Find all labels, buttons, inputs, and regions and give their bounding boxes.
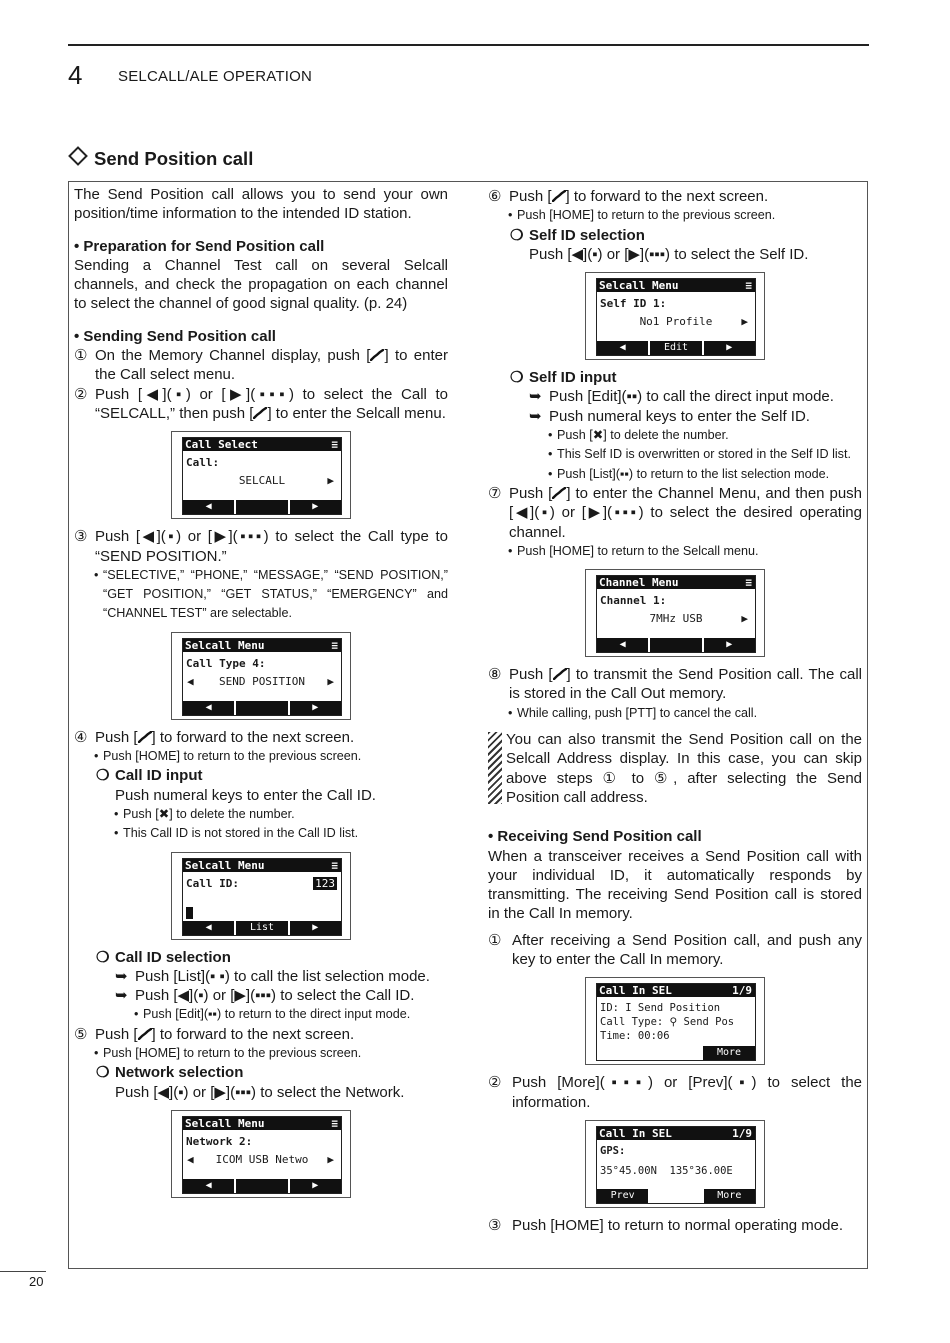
step-4 [74, 728, 448, 747]
self-id-note-3: • Push [List](▪▪) to return to the list selection mode. [548, 466, 830, 481]
lcd-title-bar: Selcall Menu ≡ [183, 639, 341, 652]
circle-bullet-icon: ❍ [96, 1064, 110, 1082]
note-text: Push [HOME] to return to the Selcall menu. [517, 543, 759, 558]
phone-icon [253, 407, 267, 419]
step-3 [74, 527, 448, 566]
softkey-left[interactable]: ◀ [205, 921, 212, 933]
phone-icon [370, 349, 384, 361]
step-number: ⑥ [488, 188, 502, 205]
subheading-text: Self ID selection [529, 226, 645, 244]
receive-step-2 [488, 1073, 862, 1112]
network-selection-text: Push [◀](▪) or [▶](▪▪▪) to select the Network. [115, 1083, 405, 1101]
self-id-note-2: • This Self ID is overwritten or stored in the Self ID list. [548, 447, 851, 462]
receive-text: When a transceiver receives a Send Position call with your individual ID, it automatically responds by transmitting. The receiving Send Position call is stored in the Call In memory. [488, 847, 862, 923]
softkey-right[interactable]: ▶ [288, 1179, 341, 1193]
step-3-note: • “SELECTIVE,” “PHONE,” “MESSAGE,” “SEND POSITION,” “GET POSITION,” “GET STATUS,” “EMERGENCY” and “CHANNEL TEST” are selectable. [94, 567, 448, 621]
page-number: 20 [29, 1274, 44, 1289]
chapter-number: 4 [68, 60, 83, 90]
note-text: Push [✖] to delete the number. [557, 428, 729, 443]
step-2 [74, 385, 448, 424]
step-text: Push [More](▪▪▪) or [Prev](▪) to select the information. [512, 1074, 862, 1111]
section-title [68, 148, 253, 170]
softkey-left[interactable]: ◀ [619, 639, 626, 651]
step-5 [74, 1025, 448, 1044]
lcd-softkeys [597, 1046, 755, 1060]
step-number: ④ [74, 728, 88, 746]
lcd-title: Selcall Menu [599, 279, 679, 293]
step-text: Push [◀](▪) or [▶](▪▪▪) to select the Call to “SELCALL,” then push [ [95, 385, 448, 422]
softkey-center[interactable] [648, 638, 701, 652]
phone-icon [138, 731, 152, 743]
step-text: ] to transmit the Send Position call. The call is stored in the Call Out memory. [509, 666, 862, 703]
step-text: Push [ [95, 728, 138, 746]
note-text: Push [HOME] to return to the previous screen. [103, 1046, 362, 1061]
lcd-line: Call Type: ⚲ Send Pos [600, 1016, 735, 1029]
lcd-value: 7MHz USB [649, 612, 703, 626]
step-text: ] to forward to the next screen. [151, 728, 355, 746]
phone-icon [553, 668, 567, 680]
softkey-right[interactable]: ▶ [288, 701, 341, 715]
lcd-value: No1 Profile [639, 315, 713, 329]
right-arrow-icon: ▶ [327, 474, 334, 488]
softkey-center[interactable]: List [234, 921, 287, 935]
lcd-title-bar [597, 1127, 755, 1140]
lcd-title: Channel Menu [599, 576, 679, 590]
note-text: This Self ID is overwritten or stored in the Self ID list. [557, 447, 851, 462]
self-id-input-a [488, 387, 862, 406]
step-7 [488, 484, 862, 542]
hatch-mark-icon [488, 732, 502, 804]
call-id-input-text: Push numeral keys to enter the Call ID. [115, 786, 376, 804]
lcd-badge: 123 [315, 876, 335, 890]
step-text: Push [HOME] to return to normal operating mode. [512, 1216, 843, 1234]
lcd-screen-channel [585, 569, 765, 657]
prep-text: Sending a Channel Test call on several Selcall channels, and check the propagation on each channel to select the channel of good signal quality. (p. 24) [74, 256, 448, 313]
lcd-screen-call-select [171, 431, 351, 519]
lcd-screen-network [171, 1110, 351, 1198]
lcd-value-row [183, 1150, 341, 1169]
subheading-text: Call ID selection [115, 948, 231, 966]
call-id-selection-b [74, 986, 448, 1005]
lcd-softkeys [597, 1189, 755, 1203]
step-text: Push [◀](▪) or [▶](▪▪▪) to select the Call ID. [135, 987, 415, 1005]
lcd-value-row [183, 672, 341, 691]
left-arrow-icon: ◀ [187, 1152, 194, 1166]
right-column [488, 187, 862, 1235]
phone-icon [552, 487, 566, 499]
note-text: Push [HOME] to return to the previous screen. [103, 749, 362, 764]
call-id-selection-a [74, 967, 448, 986]
tip-box [488, 730, 862, 807]
softkey-right[interactable]: ▶ [702, 341, 755, 355]
note-text: Push [✖] to delete the number. [123, 806, 295, 821]
page-number-rule [0, 1271, 46, 1272]
circle-bullet-icon: ❍ [96, 767, 110, 785]
softkey-center[interactable] [234, 701, 287, 715]
softkey-left[interactable]: ◀ [205, 1179, 212, 1191]
self-id-input-b [488, 407, 862, 426]
softkey-right[interactable]: ▶ [288, 500, 341, 514]
header-rule [68, 44, 869, 46]
step-text: Push [Edit](▪▪) to call the direct input mode. [549, 388, 834, 406]
self-id-input-heading [488, 368, 862, 387]
lcd-line: Time: 00:06 [600, 1030, 670, 1043]
softkey-center[interactable] [648, 1189, 701, 1203]
softkey-left[interactable]: ◀ [619, 342, 626, 354]
lcd-value: SELCALL [238, 474, 286, 488]
lcd-title-bar [597, 984, 755, 997]
lcd-title-bar: Call Select ≡ [183, 438, 341, 451]
left-arrow-icon: ◀ [187, 674, 194, 688]
lcd-line: Self ID 1: [600, 297, 667, 311]
self-id-selection-heading [488, 226, 862, 245]
lcd-screen-call-type [171, 632, 351, 720]
softkey-prev[interactable]: Prev [610, 1189, 635, 1201]
step-text: ] to forward to the next screen. [565, 188, 769, 205]
step-text: ] to enter the Selcall menu. [267, 404, 446, 422]
arrow-bullet-icon: ➥ [115, 987, 128, 1005]
lcd-line: Call Type 4: [186, 656, 266, 670]
lcd-title-bar: Selcall Menu ≡ [183, 1117, 341, 1130]
softkey-center[interactable]: Edit [648, 341, 701, 355]
receive-step-3 [488, 1216, 862, 1235]
step-number: ⑦ [488, 484, 502, 502]
step-text: ] to enter the Channel Menu, and then push [◀](▪) or [▶](▪▪▪) to select the desired operating channel. [509, 484, 863, 541]
softkey-right[interactable]: ▶ [702, 638, 755, 652]
lcd-value-row [183, 471, 341, 490]
softkey-right[interactable]: ▶ [288, 921, 341, 935]
text-cursor [186, 907, 193, 919]
lcd-softkeys [597, 341, 755, 355]
softkey-left[interactable]: ◀ [205, 501, 212, 513]
lcd-line: Call ID: [186, 876, 239, 890]
note-text: Push [List](▪▪) to return to the list selection mode. [557, 466, 830, 481]
self-id-selection-text: Push [◀](▪) or [▶](▪▪▪) to select the Self ID. [529, 245, 809, 263]
prep-heading: • Preparation for Send Position call [74, 237, 325, 255]
step-text: Push [ [509, 484, 553, 502]
receive-step-1 [488, 931, 862, 970]
softkey-center[interactable] [234, 1179, 287, 1193]
step-number: ① [74, 347, 88, 365]
call-id-note-1: • Push [✖] to delete the number. [114, 806, 295, 821]
step-text: Push numeral keys to enter the Self ID. [549, 407, 810, 425]
step-text: Push [◀](▪) or [▶](▪▪▪) to select the Call type to “SEND POSITION.” [95, 528, 448, 565]
step-number: ② [488, 1074, 502, 1092]
lcd-softkeys [183, 500, 341, 514]
step-text: Push [List](▪ ▪) to call the list selection mode. [135, 967, 430, 985]
lcd-line: Network 2: [186, 1134, 253, 1148]
lcd-screen-self-id [585, 272, 765, 360]
right-arrow-icon: ▶ [327, 674, 334, 688]
step-text: After receiving a Send Position call, and push any key to enter the Call In memory. [512, 931, 862, 969]
subheading-text: Call ID input [115, 767, 203, 785]
step-text: ] to enter the Call select menu. [95, 347, 448, 384]
step-number: ⑤ [74, 1025, 88, 1043]
lcd-title-bar: Selcall Menu ≡ [597, 279, 755, 292]
lcd-value: SEND POSITION [218, 674, 306, 688]
lcd-screen-call-id [171, 852, 351, 940]
phone-icon [552, 190, 566, 202]
right-arrow-icon: ▶ [741, 315, 748, 329]
call-id-input-heading [74, 766, 448, 785]
softkey-left[interactable]: ◀ [205, 701, 212, 713]
phone-icon [138, 1028, 152, 1040]
chapter-title: SELCALL/ALE OPERATION [118, 68, 312, 85]
lcd-value-row [597, 609, 755, 628]
call-id-selection-note: • Push [Edit](▪▪) to return to the direct input mode. [134, 1007, 411, 1022]
softkey-left[interactable] [597, 1046, 649, 1060]
step-6-note: • Push [HOME] to return to the previous screen. [508, 208, 776, 223]
lcd-count: 1/9 [732, 984, 752, 998]
note-text: “SELECTIVE,” “PHONE,” “MESSAGE,” “SEND POSITION,” “GET POSITION,” “GET STATUS,” “EMERGENCY” and “CHANNEL TEST” are selectable. [103, 567, 448, 621]
step-1 [74, 346, 448, 385]
step-8 [488, 665, 862, 704]
lcd-line: ID: I Send Position [600, 1002, 721, 1015]
lcd-title: Call In SEL [599, 1126, 672, 1140]
note-text: While calling, push [PTT] to cancel the call. [517, 705, 758, 720]
left-column [74, 185, 448, 1206]
circle-bullet-icon: ❍ [510, 226, 524, 244]
diamond-icon [68, 146, 88, 166]
lcd-value: ICOM USB Netwo [215, 1152, 309, 1166]
step-text: ] to forward to the next screen. [151, 1025, 355, 1043]
lcd-softkeys [183, 921, 341, 935]
send-heading: • Sending Send Position call [74, 327, 276, 345]
right-arrow-icon: ▶ [327, 1152, 334, 1166]
step-4-note: • Push [HOME] to return to the previous screen. [94, 749, 362, 764]
lcd-coordinates: 35°45.00N 135°36.00E [600, 1164, 733, 1177]
lcd-softkeys [183, 701, 341, 715]
step-text: Push [ [95, 1025, 138, 1043]
self-id-note-1: • Push [✖] to delete the number. [548, 428, 729, 443]
arrow-bullet-icon: ➥ [529, 388, 542, 406]
arrow-bullet-icon: ➥ [529, 407, 542, 425]
lcd-softkeys [597, 638, 755, 652]
step-number: ③ [488, 1216, 502, 1234]
step-6 [488, 187, 862, 206]
softkey-center[interactable] [234, 500, 287, 514]
lcd-title-bar: Channel Menu ≡ [597, 576, 755, 589]
call-id-selection-heading [74, 948, 448, 967]
lcd-title: Selcall Menu [185, 638, 265, 652]
lcd-title: Selcall Menu [185, 858, 265, 872]
circle-bullet-icon: ❍ [96, 948, 110, 966]
note-text: Push [Edit](▪▪) to return to the direct input mode. [143, 1007, 411, 1022]
receive-heading: • Receiving Send Position call [488, 828, 702, 846]
section-title-text: Send Position call [94, 148, 254, 169]
intro-text: The Send Position call allows you to send your own position/time information to the intended ID station. [74, 186, 448, 223]
step-number: ① [488, 931, 502, 949]
lcd-softkeys [183, 1179, 341, 1193]
lcd-screen-gps [585, 1120, 765, 1208]
step-text: On the Memory Channel display, push [ [95, 347, 371, 365]
lcd-title: Call Select [185, 438, 258, 452]
subheading-text: Network selection [115, 1064, 244, 1082]
lcd-line: Call: [186, 456, 220, 470]
lcd-title-bar: Selcall Menu ≡ [183, 859, 341, 872]
step-5-note: • Push [HOME] to return to the previous screen. [94, 1046, 362, 1061]
step-number: ⑧ [488, 666, 502, 684]
softkey-more[interactable]: More [701, 1046, 755, 1060]
lcd-title: Call In SEL [599, 984, 672, 998]
softkey-center[interactable] [649, 1046, 701, 1060]
step-number: ② [74, 385, 88, 403]
lcd-count: 1/9 [732, 1126, 752, 1140]
step-text: Push [ [509, 188, 552, 205]
note-text: This Call ID is not stored in the Call ID list. [123, 826, 359, 841]
note-text: Push [HOME] to return to the previous screen. [517, 208, 776, 223]
lcd-line: GPS: [600, 1144, 626, 1157]
right-arrow-icon: ▶ [741, 612, 748, 626]
softkey-more[interactable]: More [702, 1189, 755, 1203]
lcd-title: Selcall Menu [185, 1116, 265, 1130]
step-text: Push [ [509, 666, 553, 684]
step-number: ③ [74, 528, 88, 546]
call-id-note-2: • This Call ID is not stored in the Call ID list. [114, 826, 359, 841]
arrow-bullet-icon: ➥ [115, 967, 128, 985]
circle-bullet-icon: ❍ [510, 369, 524, 387]
lcd-value-row [597, 312, 755, 331]
network-selection-heading [74, 1063, 448, 1082]
step-7-note: • Push [HOME] to return to the Selcall menu. [508, 543, 759, 558]
lcd-line: Channel 1: [600, 594, 667, 608]
lcd-screen-call-in [585, 977, 765, 1065]
subheading-text: Self ID input [529, 369, 617, 387]
step-8-note: • While calling, push [PTT] to cancel the call. [508, 705, 758, 720]
tip-text: You can also transmit the Send Position call on the Selcall Address display. In this case, you can skip above steps ① to ⑤, after selecting the Send Position call address. [506, 731, 862, 806]
